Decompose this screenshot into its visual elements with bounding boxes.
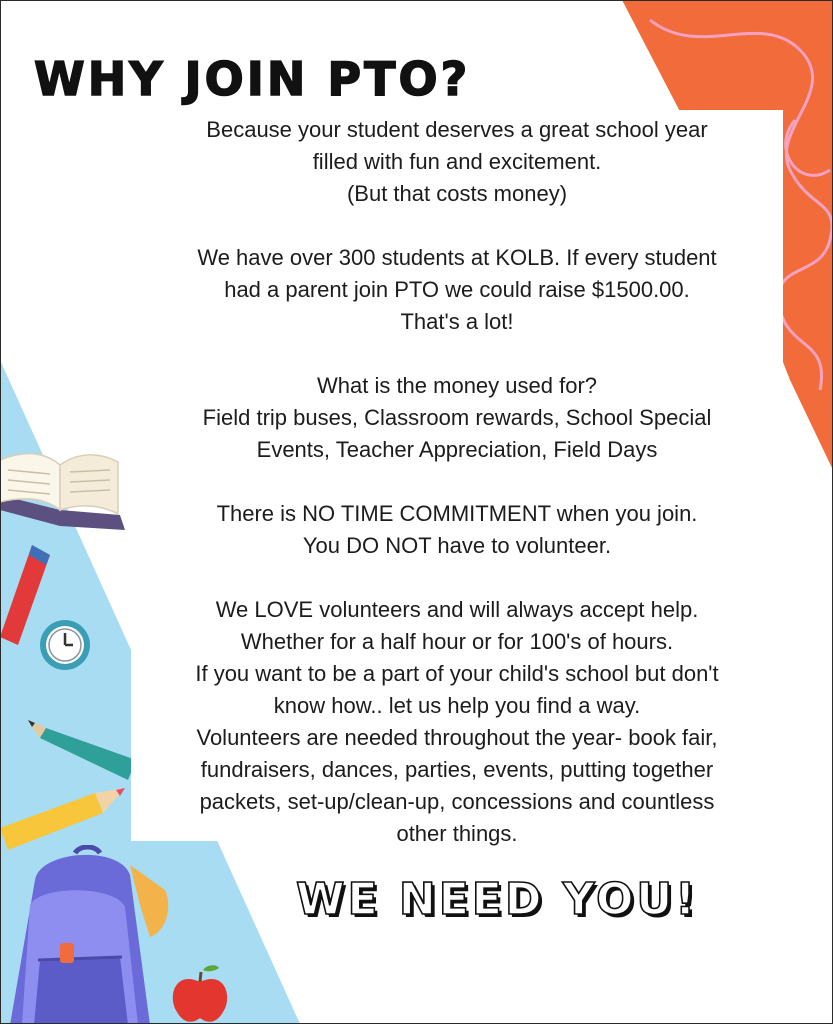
text-line: packets, set-up/clean-up, concessions and countless — [199, 789, 715, 814]
text-line: filled with fun and excitement. — [312, 149, 602, 174]
flyer-title: WHY JOIN PTO? — [34, 52, 471, 106]
paragraph-gap — [131, 466, 783, 498]
text-line: We LOVE volunteers and will always accept help. — [215, 597, 699, 622]
call-to-action-heading: WE NEED YOU! — [296, 874, 699, 925]
text-line: other things. — [396, 821, 518, 846]
text-line: That's a lot! — [400, 309, 514, 334]
body-text-box — [131, 110, 783, 846]
text-line: Volunteers are needed throughout the year- book fair, — [196, 725, 718, 750]
text-line: (But that costs money) — [346, 181, 568, 206]
text-line: Because your student deserves a great school year — [206, 117, 708, 142]
text-line: Events, Teacher Appreciation, Field Days — [256, 437, 658, 462]
text-line: You DO NOT have to volunteer. — [302, 533, 612, 558]
text-line: know how.. let us help you find a way. — [273, 693, 641, 718]
text-line: fundraisers, dances, parties, events, putting together — [200, 757, 714, 782]
paragraph-gap — [131, 338, 783, 370]
text-line: Field trip buses, Classroom rewards, School Special — [202, 405, 712, 430]
teal-pencil-icon — [28, 720, 136, 780]
paragraph-gap — [131, 562, 783, 594]
backpack-icon — [0, 845, 175, 1024]
text-line: If you want to be a part of your child's school but don't — [195, 661, 719, 686]
body-text — [131, 110, 783, 850]
text-line: What is the money used for? — [316, 373, 598, 398]
text-line: There is NO TIME COMMITMENT when you join. — [216, 501, 698, 526]
open-book-icon — [0, 440, 125, 530]
text-line: had a parent join PTO we could raise $1500.00. — [224, 277, 690, 302]
apple-icon — [165, 962, 235, 1024]
paragraph-gap — [131, 210, 783, 242]
text-line: Whether for a half hour or for 100's of hours. — [240, 629, 674, 654]
text-line: We have over 300 students at KOLB. If every student — [197, 245, 717, 270]
clock-icon — [38, 618, 92, 672]
